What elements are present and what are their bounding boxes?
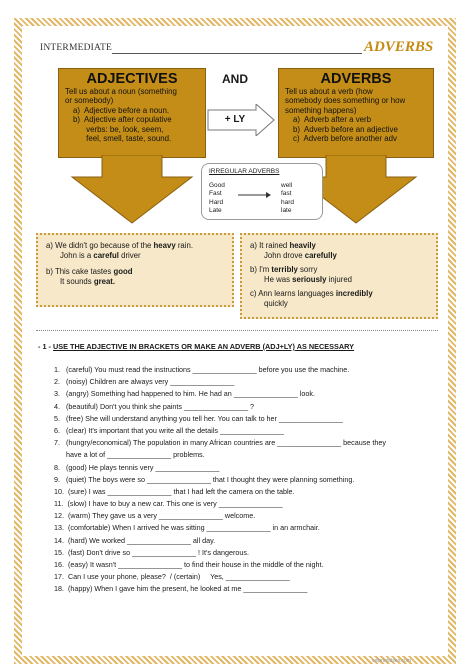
- topic-title: ADVERBS: [364, 39, 434, 55]
- adjectives-item-b-cont2: feel, smell, taste, sound.: [73, 134, 172, 144]
- adjectives-title: ADJECTIVES: [86, 71, 178, 87]
- adv-example-a: [250, 241, 428, 260]
- exercise-list: [54, 364, 434, 596]
- adv-example-c: [250, 289, 428, 308]
- adj-example-a-line2: John is a: [60, 250, 94, 260]
- adjectives-item-b: b) Adjective after copulative: [73, 115, 172, 125]
- adv-example-c-text: c) Ann learns languages: [250, 289, 336, 299]
- exercise-item-cont: have a lot of ________________ problems.: [54, 450, 205, 460]
- exercise-item: 11. (slow) I have to buy a new car. This one is very ________________: [54, 499, 283, 509]
- adj-example-a: [46, 241, 224, 260]
- exercise-item: 2. (noisy) Children are always very ________________: [54, 377, 235, 387]
- level-label: INTERMEDIATE: [40, 43, 113, 53]
- adv-example-b-line2: He was: [264, 274, 293, 284]
- exercise-instruction-text: USE THE ADJECTIVE IN BRACKETS OR MAKE AN ADVERB (ADJ+LY) AS NECESSARY: [53, 342, 355, 351]
- exercise-item: 17. Can I use your phone, please? / (certain) Yes, ________________: [54, 572, 290, 582]
- adj-example-a-text: a) We didn't go because of the: [46, 241, 154, 250]
- adj-example-a-line2-bold: careful: [93, 250, 119, 260]
- exercise-item: 12. (warm) They gave us a very ________________ welcome.: [54, 511, 256, 521]
- irregular-adv-4: late: [281, 207, 292, 215]
- exercise-instruction: [38, 342, 354, 351]
- exercise-item: 8. (good) He plays tennis very ________________: [54, 462, 220, 472]
- adv-example-c-bold: incredibly: [335, 289, 373, 299]
- adverbs-desc-2: somebody does something or how: [285, 96, 406, 106]
- exercise-item: 6. (clear) It's important that you write all the details ________________: [54, 425, 284, 435]
- adj-example-a-post: rain.: [175, 241, 193, 250]
- adjectives-box: [58, 68, 206, 158]
- exercise-item: 1. (careful) You must read the instructions ________________ before you use the machine.: [54, 365, 350, 374]
- irregular-adverbs-box: [201, 163, 323, 220]
- adverbs-item-c: c) Adverb before another adv: [293, 134, 397, 144]
- adjectives-item-a: a) Adjective before a noun.: [73, 105, 170, 115]
- adv-example-a-bold: heavily: [289, 241, 316, 250]
- adverbs-desc-1: Tell us about a verb (how: [285, 87, 373, 96]
- irregular-adj-3: Hard: [209, 198, 224, 206]
- exercise-item: 5. (free) She will understand anything you tell her. You can talk to her ________________: [54, 413, 343, 423]
- irregular-adj-4: Late: [209, 207, 222, 215]
- adverbs-item-a: a) Adverb after a verb: [293, 115, 372, 125]
- irregular-title: IRREGULAR ADVERBS: [209, 168, 280, 175]
- irregular-adj-2: Fast: [209, 190, 222, 198]
- adjectives-desc-2: or somebody): [65, 96, 114, 106]
- adverbs-box: [278, 68, 434, 158]
- exercise-item: 10. (sure) I was ________________ that I had left the camera on the table.: [54, 486, 295, 496]
- irregular-adv-2: fast: [281, 190, 292, 198]
- section-divider: [36, 330, 438, 331]
- irregular-arrow-icon: [238, 190, 272, 200]
- exercise-item: 4. (beautiful) Don't you think she paints ________________ ?: [54, 401, 254, 411]
- adv-example-a-line2-bold: carefully: [304, 250, 337, 260]
- and-label: AND: [222, 72, 248, 86]
- adv-example-a-line2: John drove: [264, 250, 305, 260]
- header-rule: [112, 53, 362, 54]
- adverbs-title: ADVERBS: [320, 71, 392, 87]
- adj-example-b-line2: It sounds: [60, 276, 94, 286]
- adv-example-c-line2: quickly: [264, 298, 288, 308]
- irregular-adv-1: well: [281, 181, 293, 189]
- exercise-number: - 1 -: [38, 342, 53, 351]
- adjectives-item-b-cont: verbs: be, look, seem,: [73, 124, 164, 134]
- exercise-item: 13. (comfortable) When I arrived he was sitting ________________ in an armchair.: [54, 523, 320, 533]
- adj-example-b-line2-bold: great.: [93, 276, 116, 286]
- adv-example-b-line2-bold: seriously: [292, 274, 327, 284]
- adv-example-b: [250, 265, 428, 284]
- adj-example-a-line2-post: driver: [118, 250, 141, 260]
- adv-example-b-bold: terribly: [271, 265, 298, 275]
- adj-example-b-text: b) This cake tastes: [46, 267, 114, 277]
- adv-example-b-line2-post: injured: [326, 274, 352, 284]
- exercise-item: 9. (quiet) The boys were so ________________ that I thought they were planning something.: [54, 474, 355, 484]
- adjective-examples-box: [36, 233, 234, 307]
- adverbs-item-b: b) Adverb before an adjective: [293, 124, 398, 134]
- adj-example-b: [46, 267, 224, 286]
- exercise-item: 16. (easy) It wasn't ________________ to find their house in the middle of the night.: [54, 560, 324, 569]
- exercise-item: 18. (happy) When I gave him the present, he looked at me ________________: [54, 584, 308, 594]
- adv-example-a-text: a) It rained: [250, 241, 290, 250]
- plus-ly-label: + LY: [224, 114, 246, 125]
- exercise-item: 7. (hungry/economical) The population in many African countries are ________________ because they: [54, 438, 386, 448]
- adjectives-down-arrow: [58, 155, 206, 227]
- adj-example-b-bold: good: [113, 267, 133, 277]
- adjectives-desc-1: Tell us about a noun (something: [65, 87, 177, 96]
- irregular-adj-1: Good: [209, 181, 225, 189]
- watermark-footer: eslprintables.com: [372, 658, 411, 664]
- irregular-adv-3: hard: [281, 198, 295, 206]
- adv-example-b-text: b) I'm: [250, 265, 272, 275]
- adv-example-b-post: sorry: [297, 265, 318, 275]
- exercise-item: 3. (angry) Something had happened to him. He had an ________________ look.: [54, 389, 315, 399]
- adverbs-desc-3: something happens): [285, 105, 357, 115]
- adverb-examples-box: [240, 233, 438, 319]
- adj-example-a-bold: heavy: [153, 241, 176, 250]
- exercise-item: 15. (fast) Don't drive so ________________ ! It's dangerous.: [54, 547, 249, 557]
- exercise-item: 14. (hard) We worked ________________ all day.: [54, 535, 216, 545]
